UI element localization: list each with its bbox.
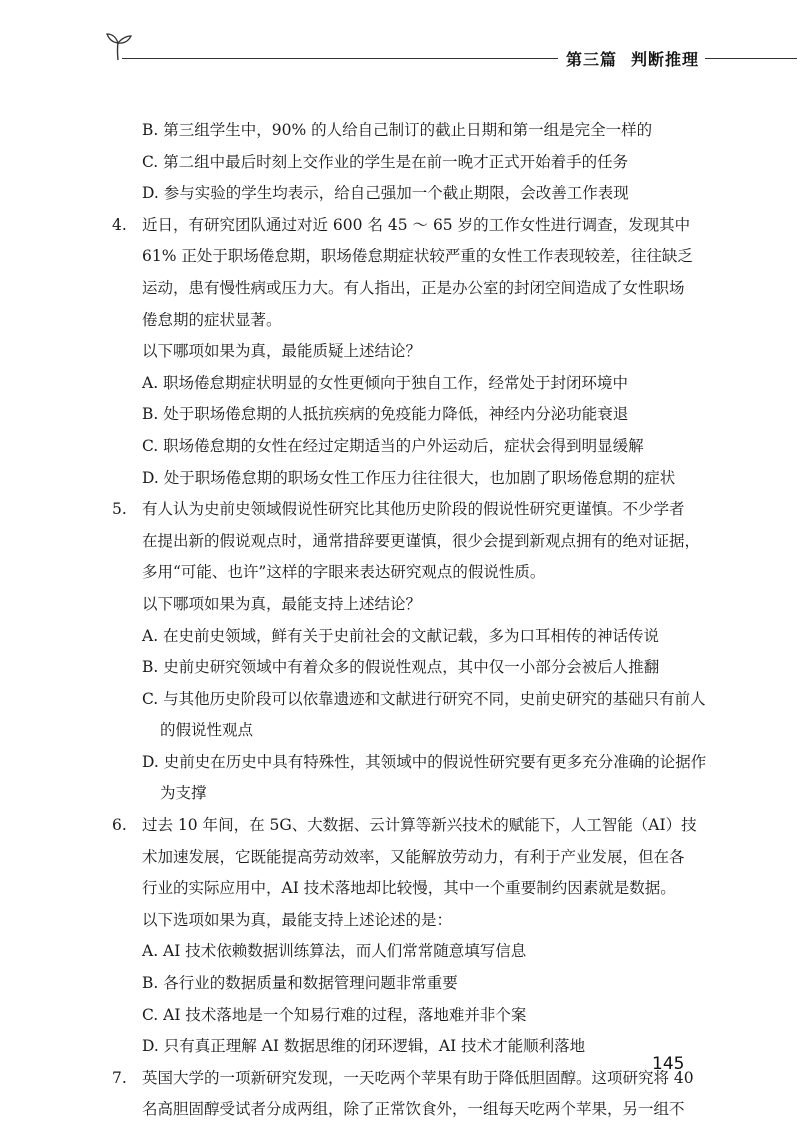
page-header [0,0,800,90]
question-5 [112,494,712,589]
question-prompt: 以下哪项如果为真，最能质疑上述结论？ [142,342,422,361]
question-prompt: 以下哪项如果为真，最能支持上述结论？ [142,594,422,613]
option-line: C. 第二组中最后时刻上交作业的学生是在前一晚才正式开始着手的任务 [142,152,629,171]
question-text-line: 行业的实际应用中，AI 技术落地却比较慢，其中一个重要制约因素就是数据。 [142,879,676,898]
option-b: B. 处于职场倦怠期的人抵抗疾病的免疫能力降低，神经内分泌功能衰退 [142,405,629,424]
question-prompt: 以下选项如果为真，最能支持上述论述的是： [142,910,453,929]
question-6 [112,810,712,905]
question-text-line: 英国大学的一项新研究发现，一天吃两个苹果有助于降低胆固醇。这项研究将 40 [142,1068,694,1087]
question-text-line: 运动，患有慢性病或压力大。有人指出，正是办公室的封闭空间造成了女性职场 [142,278,685,297]
question-text-line: 术加速发展，它既能提高劳动效率，又能解放劳动力，有利于产业发展，但在各 [142,847,685,866]
option-a: A. AI 技术依赖数据训练算法，而人们常常随意填写信息 [142,942,527,961]
header-rule-right [705,58,797,59]
question-text-line: 过去 10 年间，在 5G、大数据、云计算等新兴技术的赋能下，人工智能（AI）技 [142,816,697,835]
question-number: 5. [112,500,127,519]
question-text-line: 有人认为史前史领域假说性研究比其他历史阶段的假说性研究更谨慎。不少学者 [142,500,685,519]
page-content [112,115,712,1126]
header-section-title: 判断推理 [631,50,700,69]
header-part: 第三篇 [566,50,618,69]
option-d: D. 处于职场倦怠期的职场女性工作压力往往很大，也加剧了职场倦怠期的症状 [142,468,676,487]
question-4 [112,210,712,336]
question-text-line: 名高胆固醇受试者分成两组，除了正常饮食外，一组每天吃两个苹果，另一组不 [142,1100,685,1119]
option-c: C. 职场倦怠期的女性在经过定期适当的户外运动后，症状会得到明显缓解 [142,436,644,455]
option-line: B. 第三组学生中，90% 的人给自己制订的截止日期和第一组是完全一样的 [142,121,653,139]
option-c: C. 与其他历史阶段可以依靠遗迹和文献进行研究不同，史前史研究的基础只有前人的假说性观点 [142,689,706,740]
question-text-line: 多用“可能、也许”这样的字眼来表达研究观点的假说性质。 [142,563,546,582]
option-line: D. 参与实验的学生均表示，给自己强加一个截止期限，会改善工作表现 [142,184,629,203]
header-title [566,47,699,70]
question-7 [112,1063,712,1126]
question-text-line: 倦怠期的症状显著。 [142,310,282,329]
option-b: B. 各行业的数据质量和数据管理问题非常重要 [142,974,458,993]
option-a: A. 在史前史领域，鲜有关于史前社会的文献记载，多为口耳相传的神话传说 [142,626,660,645]
question-number: 4. [112,215,127,234]
previous-question-options [112,115,712,210]
question-text-line: 61% 正处于职场倦怠期，职场倦怠期症状较严重的女性工作表现较差，往往缺乏 [142,247,693,266]
option-b: B. 史前史研究领域中有着众多的假说性观点，其中仅一小部分会被后人推翻 [142,658,660,677]
header-rule-left [122,58,558,59]
question-number: 6. [112,816,127,835]
page-number: 145 [652,1054,685,1074]
question-text-line: 近日，有研究团队通过对近 600 名 45 ～ 65 岁的工作女性进行调查，发现其中 [142,215,691,234]
sprout-icon [104,30,134,66]
question-text-line: 在提出新的假说观点时，通常措辞要更谨慎，很少会提到新观点拥有的绝对证据， [142,531,701,550]
option-d: D. 只有真正理解 AI 数据思维的闭环逻辑，AI 技术才能顺利落地 [142,1037,586,1056]
option-d: D. 史前史在历史中具有特殊性，其领域中的假说性研究要有更多充分准确的论据作为支撑 [142,752,707,803]
option-a: A. 职场倦怠期症状明显的女性更倾向于独自工作，经常处于封闭环境中 [142,373,629,392]
question-number: 7. [112,1068,127,1087]
option-c: C. AI 技术落地是一个知易行难的过程，落地难并非个案 [142,1005,527,1024]
